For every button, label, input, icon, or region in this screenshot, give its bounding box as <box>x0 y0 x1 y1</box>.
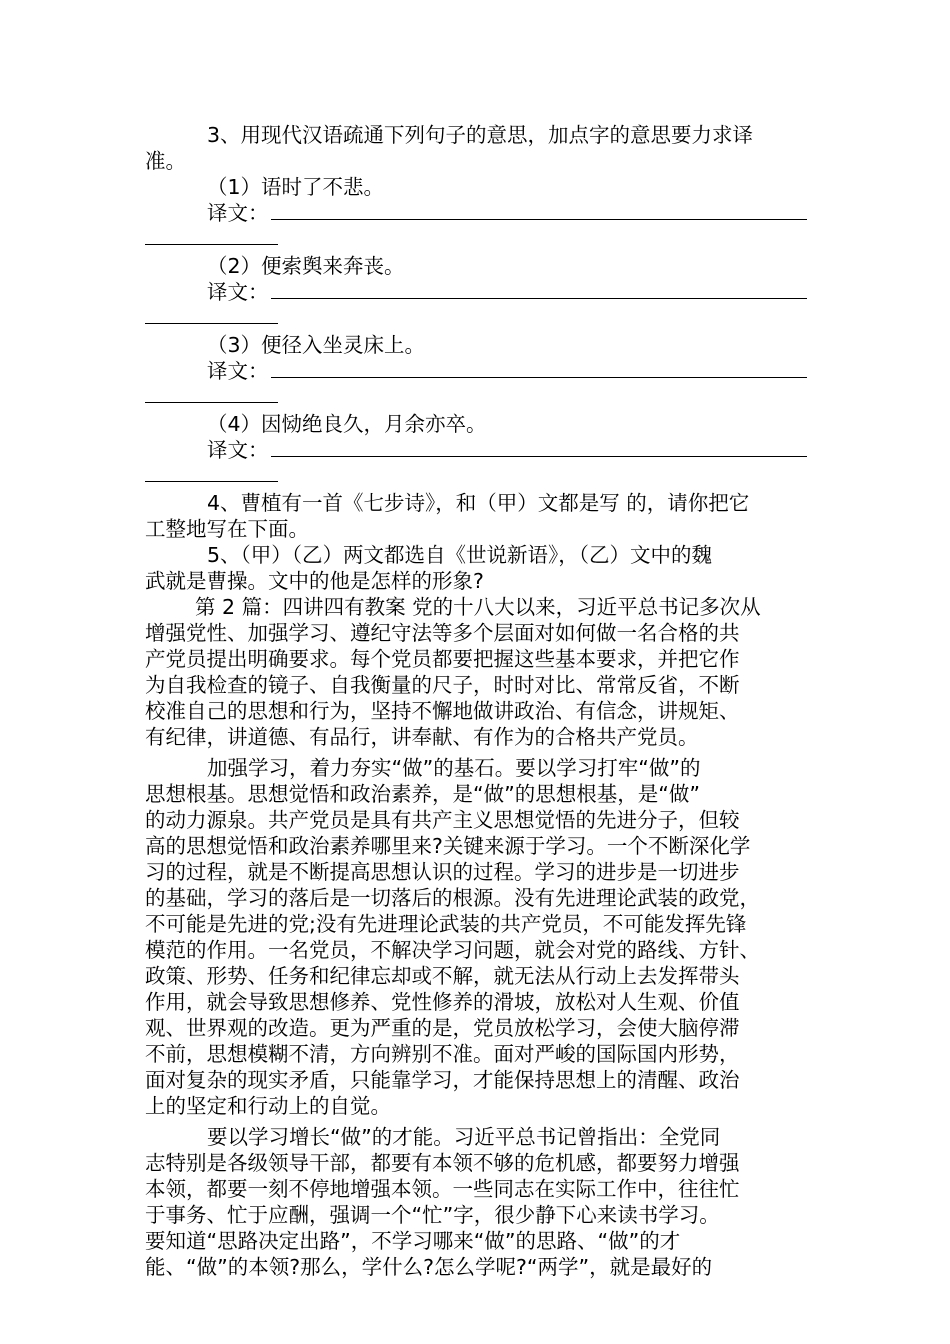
paragraph-3-line: 于事务、忙于应酬，强调一个“忙”字，很少静下心来读书学习。 <box>145 1203 720 1227</box>
paragraph-1-line: 产党员提出明确要求。每个党员都要把握这些基本要求，并把它作 <box>145 647 740 671</box>
paragraph-2-line: 观、世界观的改造。更为严重的是，党员放松学习，会使大脑停滞 <box>145 1016 740 1040</box>
sentence-3: （3）便径入坐灵床上。 <box>207 333 426 357</box>
paragraph-1-line: 第 2 篇：四讲四有教案 党的十八大以来，习近平总书记多次从 <box>195 595 761 619</box>
paragraph-2-line: 政策、形势、任务和纪律忘却或不解，就无法从行动上去发挥带头 <box>145 964 740 988</box>
paragraph-2-line: 高的思想觉悟和政治素养哪里来?关键来源于学习。一个不断深化学 <box>145 834 751 858</box>
paragraph-2-line: 习的过程，就是不断提高思想认识的过程。学习的进步是一切进步 <box>145 860 740 884</box>
paragraph-article-intro <box>145 594 807 750</box>
translation-item-4 <box>145 411 807 482</box>
answer-line-1 <box>271 201 807 220</box>
sentence-4: （4）因恸绝良久，月余亦卒。 <box>207 412 487 436</box>
paragraph-2-line: 的基础，学习的落后是一切落后的根源。没有先进理论武装的政党， <box>145 886 760 910</box>
document-page <box>145 122 807 1280</box>
paragraph-3-line: 能、“做”的本领?那么，学什么?怎么学呢?“两学”，就是最好的 <box>145 1255 713 1279</box>
paragraph-2-line: 作用，就会导致思想修养、党性修养的滑坡，放松对人生观、价值 <box>145 990 740 1014</box>
paragraph-3-line: 志特别是各级领导干部，都要有本领不够的危机感，都要努力增强 <box>145 1151 740 1175</box>
paragraph-2-line: 不前，思想模糊不清，方向辨别不准。面对严峻的国际国内形势， <box>145 1042 740 1066</box>
translation-label-2: 译文： <box>207 280 269 304</box>
translation-label-3: 译文： <box>207 359 269 383</box>
paragraph-1-line: 为自我检查的镜子、自我衡量的尺子，时时对比、常常反省，不断 <box>145 673 740 697</box>
question-4-line-2: 工整地写在下面。 <box>145 517 309 541</box>
question-4 <box>145 490 807 542</box>
paragraph-2-line: 面对复杂的现实矛盾，只能靠学习，才能保持思想上的清醒、政治 <box>145 1068 740 1092</box>
question-3-line-2: 准。 <box>145 149 186 173</box>
answer-line-3 <box>271 359 807 378</box>
paragraph-1-line: 有纪律，讲道德、有品行，讲奉献、有作为的合格共产党员。 <box>145 725 699 749</box>
paragraph-3-line: 要知道“思路决定出路”，不学习哪来“做”的思路、“做”的才 <box>145 1229 681 1253</box>
translation-item-3 <box>145 332 807 403</box>
answer-line-2 <box>271 280 807 299</box>
question-5-line-1: 5、（甲）（乙）两文都选自《世说新语》，（乙）文中的魏 <box>207 543 713 567</box>
paragraph-1-line: 增强党性、加强学习、遵纪守法等多个层面对如何做一名合格的共 <box>145 621 740 645</box>
sentence-1: （1）语时了不悲。 <box>207 175 385 199</box>
paragraph-1-line: 校准自己的思想和行为，坚持不懈地做讲政治、有信念，讲规矩、 <box>145 699 740 723</box>
question-3-line-1: 3、用现代汉语疏通下列句子的意思，加点字的意思要力求译 <box>207 123 754 147</box>
paragraph-2-line: 模范的作用。一名党员，不解决学习问题，就会对党的路线、方针、 <box>145 938 760 962</box>
paragraph-2-line: 上的坚定和行动上的自觉。 <box>145 1094 391 1118</box>
answer-line-2-continuation <box>145 305 278 324</box>
paragraph-2-line: 的动力源泉。共产党员是具有共产主义思想觉悟的先进分子，但较 <box>145 808 740 832</box>
translation-item-2 <box>145 253 807 324</box>
answer-line-4-continuation <box>145 463 278 482</box>
paragraph-3-line: 要以学习增长“做”的才能。习近平总书记曾指出：全党同 <box>207 1125 721 1149</box>
answer-line-1-continuation <box>145 226 278 245</box>
paragraph-study-foundation <box>145 755 807 1119</box>
sentence-2: （2）便索舆来奔丧。 <box>207 254 405 278</box>
question-5-line-2: 武就是曹操。文中的他是怎样的形象? <box>145 569 484 593</box>
translation-label-4: 译文： <box>207 438 269 462</box>
paragraph-study-ability <box>145 1124 807 1280</box>
question-3 <box>145 122 807 482</box>
paragraph-3-line: 本领，都要一刻不停地增强本领。一些同志在实际工作中，往往忙 <box>145 1177 740 1201</box>
paragraph-2-line: 加强学习，着力夯实“做”的基石。要以学习打牢“做”的 <box>207 756 701 780</box>
answer-line-4 <box>271 438 807 457</box>
paragraph-2-line: 思想根基。思想觉悟和政治素养，是“做”的思想根基，是“做” <box>145 782 700 806</box>
answer-line-3-continuation <box>145 384 278 403</box>
translation-item-1 <box>145 174 807 245</box>
translation-label-1: 译文： <box>207 201 269 225</box>
question-5 <box>145 542 807 594</box>
question-4-line-1: 4、曹植有一首《七步诗》，和（甲）文都是写 的，请你把它 <box>207 491 750 515</box>
paragraph-2-line: 不可能是先进的党;没有先进理论武装的共产党员，不可能发挥先锋 <box>145 912 747 936</box>
